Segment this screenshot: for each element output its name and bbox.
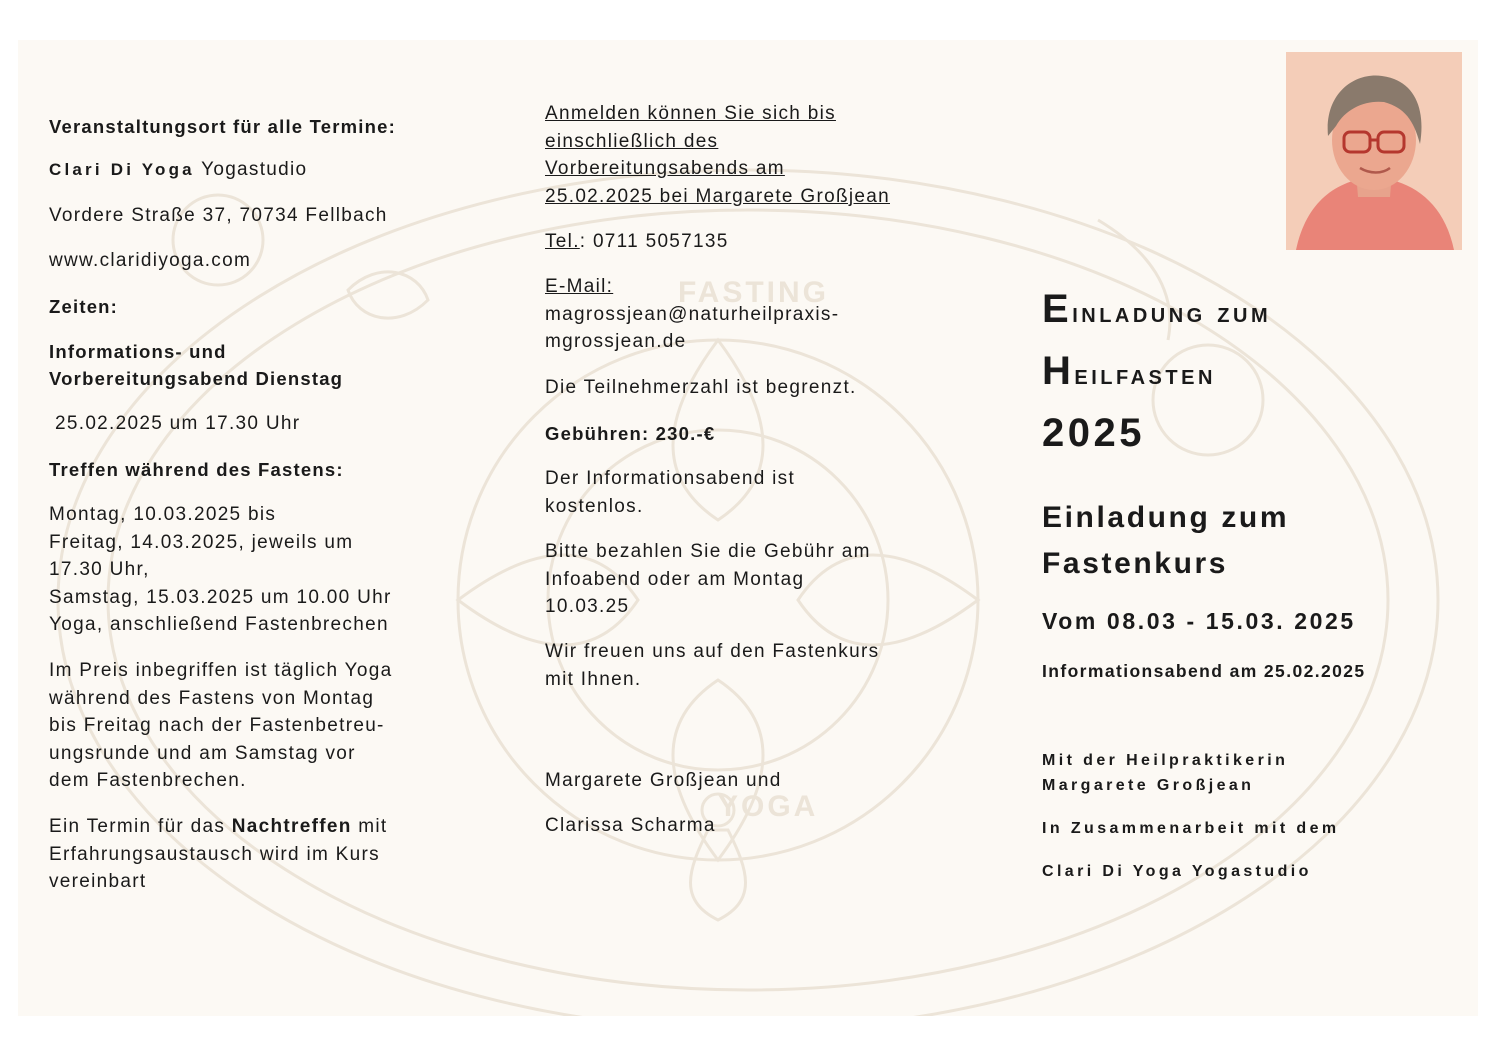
studio-credit: Clari Di Yoga Yogastudio <box>1042 863 1312 880</box>
meetings-line: Samstag, 15.03.2025 um 10.00 Uhr <box>49 586 392 608</box>
info-evening-date: 25.02.2025 um 17.30 Uhr <box>55 413 301 434</box>
info-evening-line1: Informations- und <box>49 341 227 362</box>
price-line: Im Preis inbegriffen ist täglich Yoga <box>49 660 393 681</box>
free-line: Der Informationsabend ist <box>545 468 796 489</box>
followup-line-1 <box>49 813 387 841</box>
studio-line <box>49 156 307 184</box>
info-evening-line2: Vorbereitungsabend Dienstag <box>49 368 344 389</box>
title-line-1 <box>1042 278 1271 344</box>
price-line: ungsrunde und am Samstag vor <box>49 742 356 764</box>
practitioner-line-2: Margarete Großjean <box>1042 777 1255 794</box>
title-initial-e: E <box>1042 287 1073 331</box>
title-rest-1: inladung zum <box>1072 297 1272 329</box>
price-line: bis Freitag nach der Fastenbetreu- <box>49 715 385 736</box>
website: www.claridiyoga.com <box>49 250 252 271</box>
followup-line: vereinbart <box>49 871 147 892</box>
email-line[interactable]: magrossjean@naturheilpraxis- <box>545 303 840 325</box>
tel-value: : 0711 5057135 <box>579 231 729 252</box>
meetings-heading: Treffen während des Fastens: <box>49 459 344 480</box>
email-line[interactable]: mgrossjean.de <box>545 331 687 352</box>
meditation-figure <box>691 830 746 920</box>
looking-forward-line: mit Ihnen. <box>545 668 642 690</box>
course-dates: Vom 08.03 - 15.03. 2025 <box>1042 608 1356 634</box>
registration-line: einschließlich des <box>545 130 719 152</box>
payment-block <box>545 538 871 621</box>
signature-2: Clarissa Scharma <box>545 815 716 836</box>
registration-line: 25.02.2025 bei Margarete Großjean <box>545 185 890 207</box>
payment-line: Infoabend oder am Montag <box>545 568 805 590</box>
meetings-line: Freitag, 14.03.2025, jeweils um <box>49 531 354 553</box>
price-line: während des Fastens von Montag <box>49 687 375 709</box>
payment-line: Bitte bezahlen Sie die Gebühr am <box>545 541 871 562</box>
title-initial-h: H <box>1042 349 1075 393</box>
followup-line: Erfahrungsaustausch wird im Kurs <box>49 843 380 865</box>
followup-block <box>49 813 387 896</box>
looking-forward-line: Wir freuen uns auf den Fastenkurs <box>545 641 880 662</box>
venue-heading: Veranstaltungsort für alle Termine: <box>49 116 396 137</box>
title-year: 2025 <box>1042 411 1145 455</box>
tel-label: Tel. <box>545 231 580 252</box>
looking-forward-block <box>545 638 879 693</box>
meetings-line: Montag, 10.03.2025 bis <box>49 504 277 525</box>
signature-1: Margarete Großjean und <box>545 770 782 791</box>
info-evening-date: Informationsabend am 25.02.2025 <box>1042 661 1366 681</box>
price-line: dem Fastenbrechen. <box>49 770 247 791</box>
portrait-photo <box>1286 52 1462 250</box>
studio-name: Clari Di Yoga <box>49 160 195 179</box>
participants-limited: Die Teilnehmerzahl ist begrenzt. <box>545 377 857 398</box>
subtitle-line-1: Einladung zum <box>1042 501 1290 534</box>
followup-bold: Nachtreffen <box>231 816 352 837</box>
free-line: kostenlos. <box>545 495 644 517</box>
portrait-illustration <box>1286 52 1462 250</box>
payment-line: 10.03.25 <box>545 596 630 617</box>
bg-word-fasting: FASTING <box>678 276 830 309</box>
registration-line: Anmelden können Sie sich bis <box>545 103 836 124</box>
registration-line: Vorbereitungsabends am <box>545 158 785 179</box>
studio-suffix: Yogastudio <box>201 159 308 180</box>
meetings-line: Yoga, anschließend Fastenbrechen <box>49 614 389 635</box>
address: Vordere Straße 37, 70734 Fellbach <box>49 205 388 226</box>
cooperation-line: In Zusammenarbeit mit dem <box>1042 820 1340 837</box>
free-block <box>545 465 795 520</box>
title-line-3 <box>1042 402 1145 468</box>
subtitle-line-2: Fastenkurs <box>1042 547 1229 580</box>
followup-post: mit <box>351 816 388 837</box>
times-heading: Zeiten: <box>49 296 119 317</box>
meetings-block <box>49 501 392 639</box>
title-line-2 <box>1042 340 1216 406</box>
fees: Gebühren: 230.-€ <box>545 423 716 444</box>
email-label: E-Mail: <box>545 276 614 297</box>
brochure-page <box>18 40 1478 1016</box>
title-rest-2: eilfasten <box>1074 359 1216 391</box>
registration-block <box>545 100 890 210</box>
meetings-line: 17.30 Uhr, <box>49 559 150 580</box>
price-block <box>49 657 392 795</box>
phone-line <box>545 228 729 256</box>
bg-word-yoga: YOGA <box>718 790 819 823</box>
followup-pre: Ein Termin für das <box>49 816 232 837</box>
practitioner-line-1: Mit der Heilpraktikerin <box>1042 752 1289 769</box>
email-block <box>545 273 839 356</box>
